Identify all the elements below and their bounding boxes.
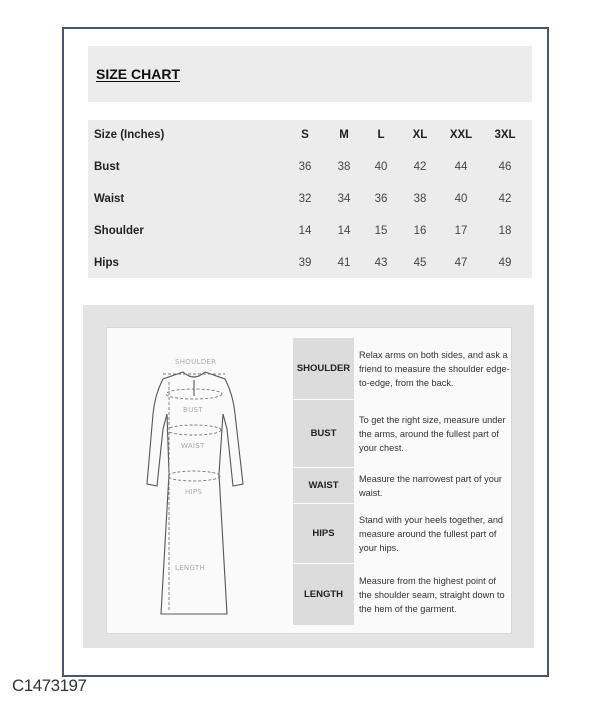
- table-cell: 44: [454, 161, 468, 173]
- size-header-3xl: 3XL: [494, 129, 516, 141]
- table-cell: 40: [454, 193, 468, 205]
- left-sleeve: [147, 372, 183, 486]
- figure-label-bust: BUST: [183, 406, 203, 414]
- product-code: C1473197: [12, 676, 87, 695]
- table-cell: 49: [498, 257, 512, 269]
- neckline: [183, 372, 205, 377]
- table-cell: 42: [498, 193, 512, 205]
- table-cell: 14: [298, 225, 312, 237]
- list-item: [293, 400, 511, 468]
- table-cell: 47: [454, 257, 468, 269]
- figure-label-length: LENGTH: [175, 564, 206, 572]
- list-item: [293, 564, 511, 626]
- table-row: [88, 184, 532, 216]
- waist-measure-line: [167, 425, 221, 435]
- right-sleeve: [205, 372, 243, 486]
- list-item: [293, 338, 511, 400]
- measure-desc-bust: To get the right size, measure under the arms, around the fullest part of your chest.: [359, 414, 506, 453]
- measurement-guide-panel: [106, 327, 512, 634]
- table-cell: 46: [498, 161, 512, 173]
- row-label-waist: Waist: [94, 193, 125, 205]
- measure-desc-hips: Stand with your heels together, and measure around the fullest part of your hips.: [359, 514, 504, 553]
- header-label: Size (Inches): [94, 129, 165, 141]
- table-row: [88, 216, 532, 248]
- list-item: [293, 504, 511, 564]
- figure-label-hips: HIPS: [185, 488, 203, 496]
- hips-measure-line: [168, 471, 220, 481]
- list-item: [293, 468, 511, 504]
- figure-label-shoulder: SHOULDER: [175, 358, 217, 366]
- measure-desc-waist: Measure the narrowest part of your waist.: [359, 473, 502, 498]
- table-cell: 43: [374, 257, 388, 269]
- kurta-figure-illustration: [111, 334, 281, 630]
- measure-key-waist: WAIST: [293, 468, 354, 503]
- measure-desc-shoulder: Relax arms on both sides, and ask a friend to measure the shoulder edge-to-edge, from the back.: [359, 349, 510, 388]
- title-band: [88, 46, 532, 102]
- measure-key-shoulder: SHOULDER: [293, 338, 354, 399]
- table-cell: 42: [413, 161, 427, 173]
- table-cell: 16: [413, 225, 427, 237]
- table-cell: 40: [374, 161, 388, 173]
- table-cell: 38: [413, 193, 427, 205]
- size-header-xl: XL: [412, 129, 428, 141]
- table-header-row: [88, 120, 532, 152]
- row-label-hips: Hips: [94, 257, 119, 269]
- size-chart-title: SIZE CHART: [96, 66, 180, 82]
- table-cell: 14: [337, 225, 351, 237]
- table-cell: 36: [298, 161, 312, 173]
- table-cell: 36: [374, 193, 388, 205]
- size-header-l: L: [377, 129, 385, 141]
- table-cell: 39: [298, 257, 312, 269]
- measure-key-bust: BUST: [293, 400, 354, 467]
- table-cell: 45: [413, 257, 427, 269]
- size-header-m: M: [339, 129, 349, 141]
- measure-key-hips: HIPS: [293, 504, 354, 563]
- size-chart-sheet: [62, 27, 549, 677]
- measure-desc-length: Measure from the highest point of the shoulder seam, straight down to the hem of the garment.: [359, 575, 505, 614]
- measure-key-length: LENGTH: [293, 564, 354, 625]
- size-header-s: S: [301, 129, 309, 141]
- table-cell: 15: [374, 225, 388, 237]
- row-label-bust: Bust: [94, 161, 120, 173]
- table-row: [88, 248, 532, 280]
- table-cell: 34: [337, 193, 351, 205]
- row-label-shoulder: Shoulder: [94, 225, 144, 237]
- table-cell: 41: [337, 257, 351, 269]
- table-cell: 18: [498, 225, 512, 237]
- table-row: [88, 152, 532, 184]
- table-cell: 17: [454, 225, 468, 237]
- size-header-xxl: XXL: [449, 129, 473, 141]
- measurement-instructions: [293, 338, 511, 626]
- size-table: [88, 120, 532, 278]
- figure-label-waist: WAIST: [181, 442, 205, 450]
- measurement-guide: [83, 305, 534, 648]
- table-cell: 32: [298, 193, 312, 205]
- table-cell: 38: [337, 161, 351, 173]
